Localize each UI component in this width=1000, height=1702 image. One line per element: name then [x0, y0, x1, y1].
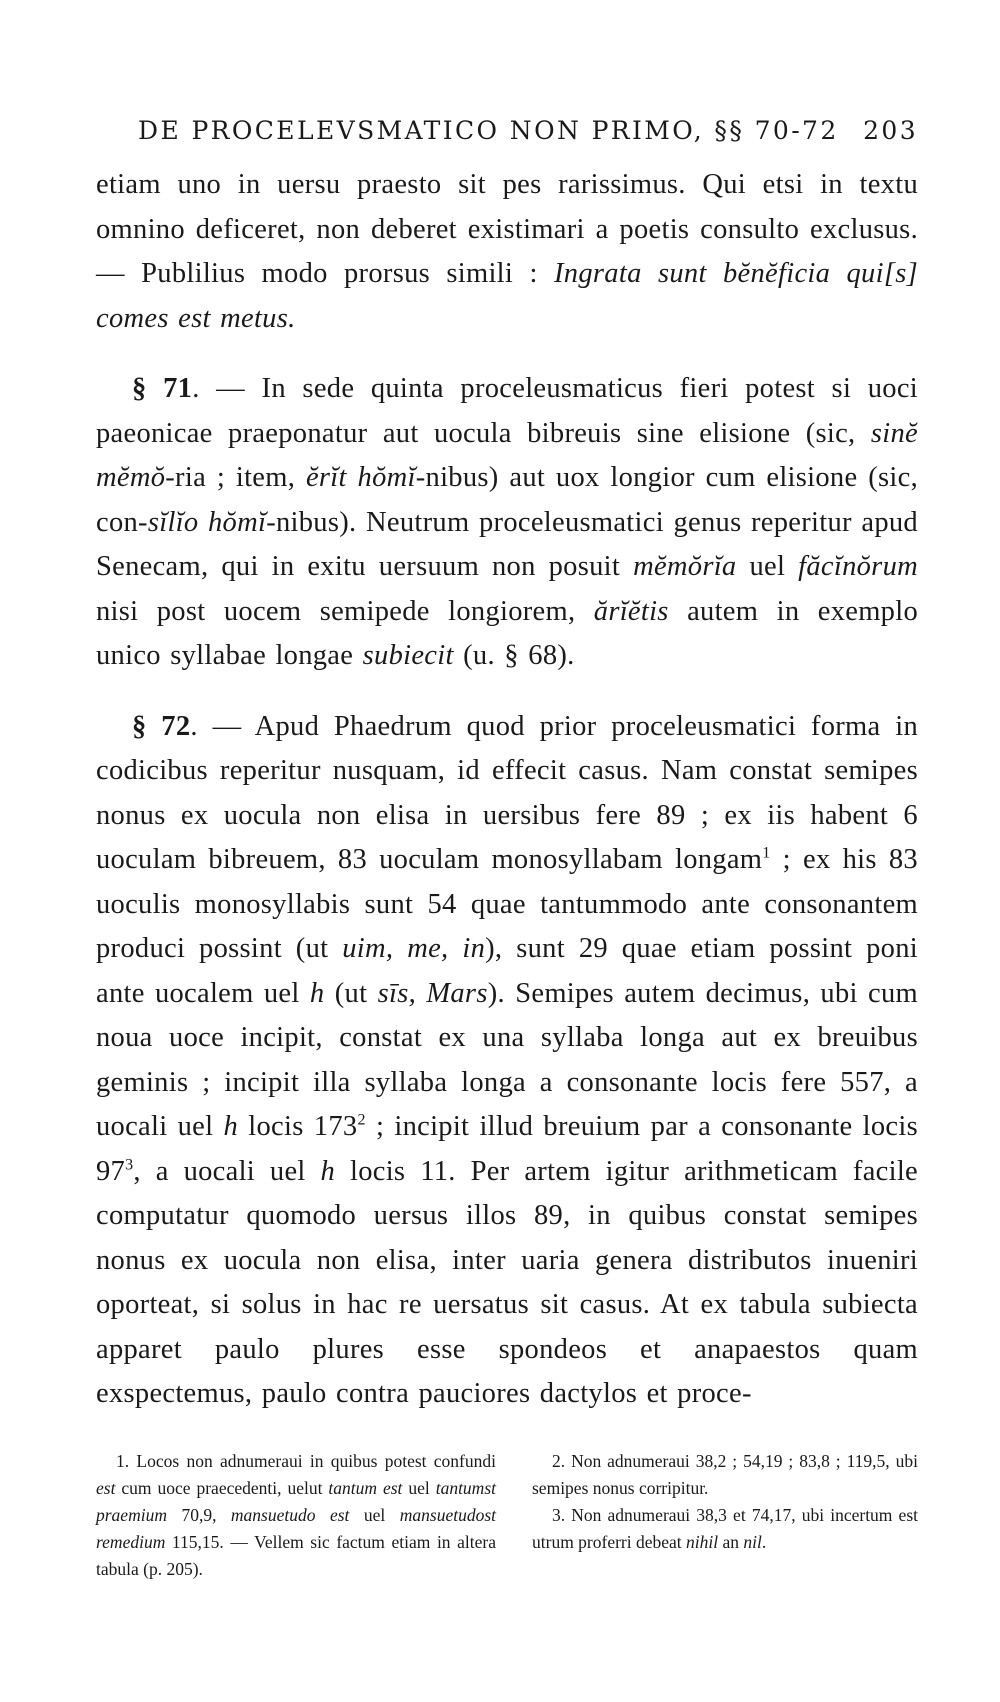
text-run: locis 11. Per artem igitur arithmeticam facile computatur quomodo uersus illos 89, in quibus constat semipes nonus ex uocula non elisa, inter uaria genera distributos inueniri oporteat, si solus in hac re uersatus sit casus. At ex tabula subiecta apparet paulo plures esse spondeos et anapaestos quam exspectemus, paulo contra pauciores dactylos et proce-	[96, 1155, 918, 1409]
text-run: .	[761, 1532, 767, 1552]
italic-word: mansuetudost remedium	[96, 1505, 496, 1552]
text-run: locis 173	[238, 1111, 358, 1142]
italic-word: mĕmŏrĭa	[633, 551, 737, 582]
main-text	[96, 163, 918, 1417]
italic-word: sīs, Mars	[377, 977, 488, 1009]
footnote-number: 2	[552, 1451, 561, 1471]
text-run: -nibus) aut uox longior cum elisione (sic, con-	[96, 462, 918, 538]
page-number: 203	[863, 116, 918, 145]
text-run: . Non adnumeraui 38,3 et 74,17, ubi incertum est utrum proferri debeat	[532, 1505, 918, 1552]
text-run: 115,15. — Vellem sic factum etiam in altera tabula (p. 205).	[96, 1532, 496, 1579]
italic-word: h	[223, 1111, 239, 1142]
italic-word: sĭlĭo hŏmĭ	[147, 506, 267, 538]
text-run: nisi post uocem semipede longiorem,	[96, 595, 594, 627]
italic-word: subiecit	[362, 640, 454, 671]
text-run: 70,9,	[166, 1505, 231, 1525]
italic-word: tantumst praemium	[96, 1478, 496, 1525]
italic-word: h	[320, 1155, 336, 1187]
text-run: uel	[402, 1478, 436, 1498]
footnote-number: 3	[552, 1505, 561, 1525]
text-run: . Locos non adnumeraui in quibus potest confundi	[124, 1451, 496, 1471]
section-number: § 72	[132, 710, 191, 742]
running-header	[138, 116, 918, 145]
footnote-number: 1	[116, 1451, 125, 1471]
quotation: Ingrata sunt bĕnĕficia qui[s] comes est metus.	[96, 258, 918, 334]
footnote-column-right	[532, 1448, 918, 1556]
text-run: uel	[349, 1505, 400, 1525]
text-run: (ut	[324, 977, 378, 1009]
section-72	[96, 705, 918, 1417]
text-run: etiam uno in uersu praesto sit pes rarissimus. Qui etsi in textu omnino deficeret, non deberet existimari a poetis consulto exclusus. — Publilius modo prorsus simili :	[96, 169, 918, 289]
footnote-ref: 3	[125, 1156, 134, 1173]
text-run: ; ex his 83 uoculis monosyllabis sunt 54 quae tantummodo ante consonantem produci possint (ut	[96, 844, 918, 964]
paragraph-continuation	[96, 163, 918, 341]
italic-word: ărĭĕtis	[593, 595, 669, 627]
italic-word: uim, me, in	[342, 933, 486, 964]
text-run: cum uoce praecedenti, uelut	[115, 1478, 329, 1498]
text-run: autem in exemplo unico syllabae longae	[96, 595, 918, 671]
footnote-3	[532, 1502, 918, 1556]
text-run: ; incipit illud breuium par a consonante locis 97	[96, 1111, 918, 1187]
text-run: . — In sede quinta proceleusmaticus fieri potest si uoci paeonicae praeponatur aut uocula bibreuis sine elisione (sic,	[96, 373, 918, 449]
footnote-column-left	[96, 1448, 496, 1583]
text-run: -nibus). Neutrum proceleusmatici genus reperitur apud Senecam, qui in exitu uersuum non posuit	[96, 506, 918, 582]
section-number: § 71	[132, 373, 193, 404]
text-run: ), sunt 29 quae etiam possint poni ante uocalem uel	[96, 933, 918, 1009]
text-run: . Non adnumeraui 38,2 ; 54,19 ; 83,8 ; 119,5, ubi semipes nonus corripitur.	[532, 1451, 918, 1498]
italic-word: nil	[743, 1532, 762, 1552]
text-run: ). Semipes autem decimus, ubi cum noua uoce incipit, constat ex una syllaba longa aut ex breuibus geminis ; incipit illa syllaba longa a consonante locis fere 557, a uocali uel	[96, 977, 918, 1142]
italic-word: h	[309, 977, 325, 1009]
italic-word: nihil	[686, 1532, 719, 1552]
italic-word: est	[96, 1478, 116, 1498]
section-71	[96, 367, 918, 679]
footnote-ref: 1	[762, 844, 771, 862]
footnote-1	[96, 1448, 496, 1583]
text-run: (u. § 68).	[453, 640, 575, 671]
footnote-ref: 2	[357, 1111, 366, 1129]
text-run: . — Apud Phaedrum quod prior proceleusmatici forma in codicibus reperitur nusquam, id effecit casus. Nam constat semipes nonus ex uocula non elisa in uersibus fere 89 ; ex iis habent 6 uoculam bibreuem, 83 uoculam monosyllabam longam	[96, 710, 918, 875]
italic-word: ĕrĭt hŏmĭ	[305, 462, 416, 493]
italic-word: mansuetudo est	[230, 1505, 350, 1525]
footnote-2	[532, 1448, 918, 1502]
text-run: an	[718, 1532, 744, 1552]
text-run: , a uocali uel	[133, 1155, 321, 1187]
running-title: DE PROCELEVSMATICO NON PRIMO, §§ 70-72	[138, 116, 839, 145]
text-run: -ria ; item,	[165, 462, 306, 493]
text-run: uel	[736, 551, 799, 582]
italic-word: făcĭnŏrum	[798, 551, 918, 582]
italic-word: tantum est	[328, 1478, 403, 1498]
italic-word: sinĕ mĕmŏ	[96, 417, 918, 493]
